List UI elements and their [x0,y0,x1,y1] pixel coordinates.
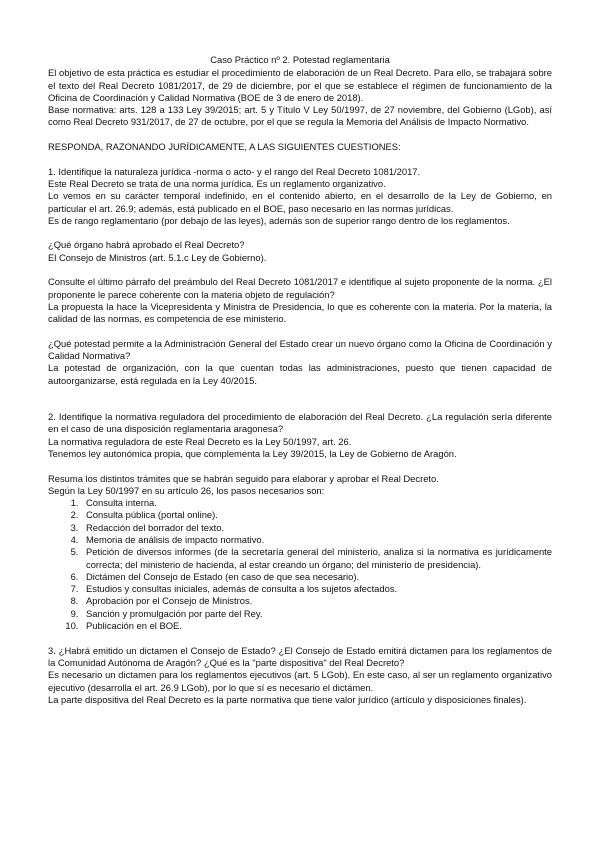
list-item: 1. Consulta interna. [81,497,552,509]
list-item: 8. Aprobación por el Consejo de Ministros. [81,595,552,607]
list-item: 9. Sanción y promulgación por parte del Rey. [81,608,552,620]
answer-1-power: La potestad de organización, con la que cuentan todas las administraciones, puesto que tienen capacidad de autoorganizarse, está regulada en la Ley 40/2015. [48,362,552,386]
answer-1-organ: El Consejo de Ministros (art. 5.1.c Ley de Gobierno). [48,251,267,263]
question-3: 3. ¿Habrá emitido un dictamen el Consejo de Estado? ¿El Consejo de Estado emitirá dictamen para los reglamentos de la Comunidad Autónoma de Aragón? ¿Qué es la "parte dispositiva" del Real Decreto? [48,644,552,668]
question-2: 2. Identifique la normativa reguladora del procedimiento de elaboración del Real Decreto. ¿La regulación sería diferente en el caso de una disposición reglamentaria aragonesa? [48,411,552,435]
list-item: 7. Estudios y consultas iniciales, además de consulta a los sujetos afectados. [81,583,552,595]
answer-3-line-1: Es necesario un dictamen para los reglamentos ejecutivos (art. 5 LGob). En este caso, al ser un reglamento organizativo ejecutivo (desarrolla el art. 26.9 LGob), por lo que sí es necesario el dictámen. [48,669,552,693]
document-title: Caso Práctico nº 2. Potestad reglamentaria [210,54,390,65]
question-1-proponent: Consulte el último párrafo del preámbulo del Real Decreto 1081/2017 e identifique al sujeto proponente de la norma. ¿El proponente le parece coherente con la materia objeto de regulación? [48,276,552,300]
list-item: 5. Petición de diversos informes (de la secretaría general del ministerio, analiza si la normativa es jurídicamente correcta; del ministerio de hacienda, al estar creando un órgano; del ministerio de presidencia). [81,546,552,571]
list-item: 10. Publicación en el BOE. [81,620,552,632]
question-1: 1. Identifique la naturaleza jurídica -norma o acto- y el rango del Real Decreto 1081/2017. [48,165,421,177]
intro-legal-basis: Base normativa: arts. 128 a 133 Ley 39/2015; art. 5 y Título V Ley 50/1997, de 27 noviembre, del Gobierno (LGob), así como Real Decreto 931/2017, de 27 de octubre, por el que se regula la Memoria del Análisis de Impacto Normativo. [48,104,552,128]
answer-3-line-2: La parte dispositiva del Real Decreto es la parte normativa que tiene valor jurídico (artículo y disposiciones finales). [48,693,527,705]
question-1-power: ¿Qué potestad permite a la Administración General del Estado crear un nuevo órgano como la Oficina de Coordinación y Calidad Normativa? [48,337,552,362]
steps-list [48,497,552,632]
list-item: 2. Consulta pública (portal online). [81,509,552,521]
question-2-steps: Resuma los distintos trámites que se habrán seguido para elaborar y aprobar el Real Decreto. [48,472,439,484]
list-item: 3. Redacción del borrador del texto. [81,522,552,534]
list-item: 4. Memoria de análisis de impacto normativo. [81,534,552,546]
list-item: 6. Dictámen del Consejo de Estado (en caso de que sea necesario). [81,571,552,583]
question-1-organ: ¿Qué órgano habrá aprobado el Real Decreto? [48,239,245,251]
answer-1-line-1: Este Real Decreto se trata de una norma jurídica. Es un reglamento organizativo. [48,177,386,189]
answer-1-proponent: La propuesta la hace la Vicepresidenta y Ministra de Presidencia, lo que es coherente con la materia. Por la materia, la calidad de las normas, es competencia de ese ministerio. [48,300,552,325]
answer-2-line-1: La normativa reguladora de este Real Decreto es la Ley 50/1997, art. 26. [48,435,352,447]
answer-2-line-2: Tenemos ley autonómica propia, que complementa la Ley 39/2015, la Ley de Gobierno de Aragón. [48,447,457,459]
answer-1-line-3: Es de rango reglamentario (por debajo de las leyes), además son de superior rango dentro de los reglamentos. [48,214,510,226]
instruction-heading: RESPONDA, RAZONANDO JURÍDICAMENTE, A LAS SIGUIENTES CUESTIONES: [48,141,401,153]
answer-1-line-2: Lo vemos en su carácter temporal indefinido, en el contenido abierto, en el desarrollo de la Ley de Gobierno, en particular el art. 26.9; además, está publicado en el BOE, paso necesario en las normas jurídicas. [48,190,552,214]
intro-objective: El objetivo de esta práctica es estudiar el procedimiento de elaboración de un Real Decreto. Para ello, se trabajará sobre el texto del Real Decreto 1081/2017, de 29 de diciembre, por el que se establece el régimen de funcionamiento de la Oficina de Coordinación y Calidad Normativa (BOE de 3 de enero de 2018). [48,67,552,103]
answer-2-steps-intro: Según la Ley 50/1997 en su artículo 26, los pasos necesarios son: [48,484,325,496]
